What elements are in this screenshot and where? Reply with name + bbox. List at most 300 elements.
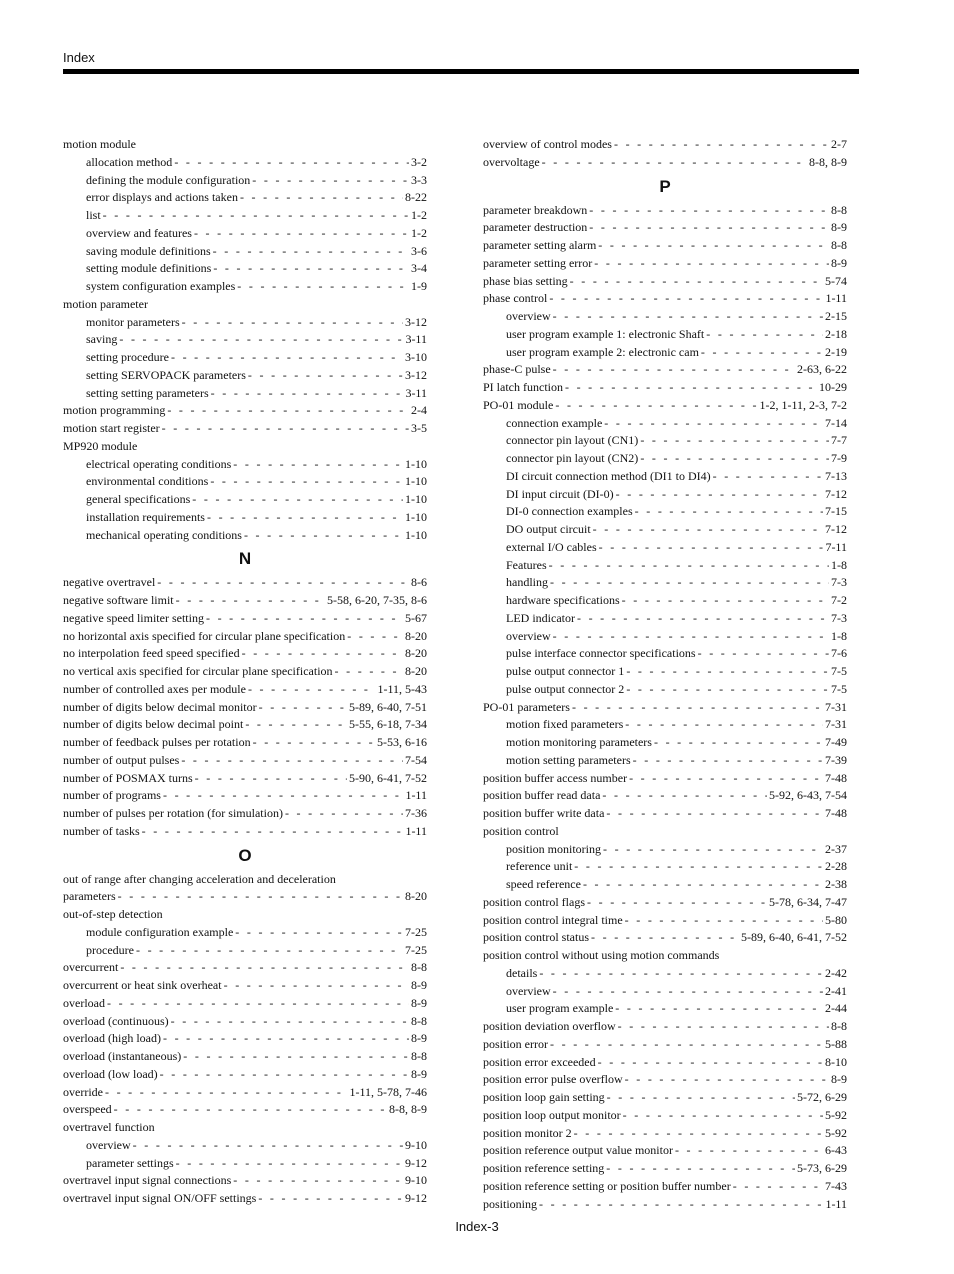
index-entry (483, 1125, 847, 1143)
index-subentry (483, 610, 847, 628)
index-subentry (483, 486, 847, 504)
index-subentry (63, 942, 427, 960)
dot-leader (549, 557, 829, 575)
entry-page-ref: 5-90, 6-41, 7-52 (349, 770, 427, 785)
entry-term: negative overtravel (63, 575, 156, 590)
entry-term: parameter destruction (483, 220, 588, 235)
entry-term: no horizontal axis specified for circular plane specification (63, 628, 346, 643)
entry-page-ref: 7-5 (831, 664, 847, 678)
entry-page-ref: 5-89, 6-40, 7-51 (349, 699, 427, 714)
entry-page-ref: 2-44 (825, 1001, 847, 1016)
index-subentry (483, 663, 847, 681)
dot-leader (253, 734, 375, 752)
entry-term: details (506, 965, 538, 980)
dot-leader (625, 716, 823, 734)
entry-page-ref: 1-9 (411, 279, 427, 293)
entry-term: DO output circuit (506, 522, 591, 536)
entry-term: overtravel input signal ON/OFF settings (63, 1191, 257, 1205)
index-subentry (483, 716, 847, 734)
index-subentry (63, 243, 427, 261)
entry-page-ref: 1-11 (825, 291, 847, 306)
entry-term: defining the module configuration (86, 172, 251, 187)
entry-page-ref: 7-13 (825, 468, 847, 483)
dot-leader (160, 1066, 409, 1084)
entry-term: position monitor 2 (483, 1125, 572, 1140)
dot-leader (252, 172, 409, 190)
index-subentry (483, 858, 847, 876)
entry-page-ref: 9-10 (405, 1137, 427, 1152)
index-entry (63, 420, 427, 438)
entry-term: DI input circuit (DI-0) (506, 486, 614, 501)
entry-term: phase bias setting (483, 273, 568, 288)
entry-term: number of tasks (63, 823, 140, 838)
index-entry (63, 574, 427, 592)
index-entry (483, 1142, 847, 1160)
entry-page-ref: 8-8, 8-9 (389, 1102, 427, 1117)
entry-term: negative software limit (63, 593, 174, 607)
index-subentry (483, 432, 847, 450)
entry-term: overload (high load) (63, 1031, 161, 1046)
entry-page-ref: 8-22 (405, 190, 427, 205)
entry-term: overview (506, 628, 551, 643)
index-entry (483, 290, 847, 308)
index-subentry (483, 592, 847, 610)
index-subentry (483, 734, 847, 752)
entry-term: setting SERVOPACK parameters (86, 367, 246, 382)
entry-page-ref: 7-48 (825, 806, 847, 820)
entry-page-ref: 8-8 (831, 238, 847, 252)
dot-leader (105, 1084, 347, 1102)
index-entry (63, 823, 427, 841)
index-subentry (483, 468, 847, 486)
index-entry (483, 912, 847, 930)
dot-leader (240, 189, 403, 207)
index-subentry (63, 278, 427, 296)
dot-leader (598, 237, 829, 255)
index-entry (483, 1178, 847, 1196)
entry-page-ref: 8-8 (411, 1049, 427, 1063)
entry-term: MP920 module (63, 438, 138, 453)
entry-page-ref: 10-29 (819, 380, 847, 394)
section-letter: O (238, 845, 252, 865)
entry-term: position buffer read data (483, 788, 601, 803)
dot-leader (136, 942, 403, 960)
dot-leader (245, 716, 347, 734)
entry-term: overload (continuous) (63, 1013, 169, 1028)
index-entry (63, 734, 427, 752)
entry-page-ref: 5-80 (825, 912, 847, 927)
index-subentry (63, 456, 427, 474)
entry-page-ref: 2-18 (825, 326, 847, 341)
entry-page-ref: 5-53, 6-16 (377, 735, 427, 749)
entry-term: motion start register (63, 421, 160, 435)
index-entry (483, 1107, 847, 1125)
entry-term: pulse output connector 2 (506, 681, 625, 696)
dot-leader (555, 397, 757, 415)
index-subentry (63, 491, 427, 509)
dot-leader (602, 787, 767, 805)
index-entry (483, 154, 847, 172)
entry-page-ref: 7-2 (831, 593, 847, 607)
entry-page-ref: 8-20 (405, 664, 427, 678)
entry-term: overview of control modes (483, 137, 612, 151)
entry-term: out-of-step detection (63, 907, 163, 921)
entry-term: position reference setting or position buffer number (483, 1178, 731, 1193)
dot-leader (614, 136, 829, 154)
entry-term: PO-01 parameters (483, 699, 570, 714)
dot-leader (623, 1107, 823, 1125)
entry-term: list (86, 208, 101, 222)
header-rule (63, 69, 859, 74)
dot-leader (162, 420, 409, 438)
section-letter: N (238, 549, 252, 569)
index-entry (63, 888, 427, 906)
dot-leader (539, 1196, 823, 1214)
dot-leader (553, 983, 823, 1001)
index-entry (483, 202, 847, 220)
index-entry (483, 255, 847, 273)
dot-leader (182, 314, 403, 332)
entry-term: setting module definitions (86, 261, 212, 276)
dot-leader (550, 1036, 823, 1054)
index-subentry (63, 172, 427, 190)
index-entry (63, 402, 427, 420)
entry-term: user program example 1: electronic Shaft (506, 326, 705, 341)
dot-leader (553, 361, 795, 379)
dot-leader (258, 1190, 403, 1208)
entry-page-ref: 3-12 (405, 367, 427, 382)
entry-term: motion programming (63, 403, 166, 418)
dot-leader (593, 521, 823, 539)
entry-page-ref: 5-55, 6-18, 7-34 (349, 717, 427, 732)
entry-page-ref: 5-78, 6-34, 7-47 (769, 894, 847, 909)
dot-leader (570, 273, 823, 291)
index-entry (63, 699, 427, 717)
entry-page-ref: 8-9 (411, 995, 427, 1010)
dot-leader (591, 929, 739, 947)
dot-leader (549, 290, 823, 308)
entry-page-ref: 7-31 (825, 717, 847, 732)
index-entry (63, 438, 427, 456)
entry-term: setting procedure (86, 350, 169, 364)
index-subentry (63, 1155, 427, 1173)
dot-leader (640, 450, 829, 468)
entry-term: position control status (483, 930, 589, 945)
dot-leader (635, 503, 823, 521)
index-subentry (483, 645, 847, 663)
entry-page-ref: 8-9 (411, 1031, 427, 1046)
index-entry (483, 1018, 847, 1036)
index-subentry (63, 473, 427, 491)
dot-leader (574, 1125, 823, 1143)
entry-term: general specifications (86, 492, 191, 506)
entry-term: position buffer access number (483, 770, 628, 785)
index-entry (63, 1048, 427, 1066)
entry-page-ref: 1-11, 5-43 (377, 681, 427, 696)
index-entry (63, 1030, 427, 1048)
index-subentry (483, 539, 847, 557)
dot-leader (599, 539, 824, 557)
dot-leader (565, 379, 817, 397)
index-subentry (63, 189, 427, 207)
dot-leader (553, 308, 823, 326)
entry-page-ref: 1-8 (831, 628, 847, 643)
dot-leader (347, 628, 403, 646)
entry-term: reference unit (506, 859, 573, 874)
entry-term: DI circuit connection method (DI1 to DI4) (506, 468, 711, 483)
entry-term: number of controlled axes per module (63, 681, 246, 696)
entry-term: position deviation overflow (483, 1019, 616, 1033)
index-subentry (483, 503, 847, 521)
dot-leader (626, 681, 829, 699)
entry-term: installation requirements (86, 509, 205, 524)
entry-page-ref: 1-10 (405, 492, 427, 506)
entry-page-ref: 2-41 (825, 983, 847, 998)
entry-page-ref: 7-6 (831, 646, 847, 661)
entry-page-ref: 3-4 (411, 261, 427, 276)
index-entry (63, 1101, 427, 1119)
section-letter: P (659, 176, 671, 196)
index-entry (63, 716, 427, 734)
entry-page-ref: 1-10 (405, 527, 427, 542)
index-entry (63, 995, 427, 1013)
entry-page-ref: 7-25 (405, 942, 427, 957)
dot-leader (176, 1155, 403, 1173)
dot-leader (603, 841, 823, 859)
entry-page-ref: 7-43 (825, 1178, 847, 1193)
dot-leader (713, 468, 823, 486)
dot-leader (103, 207, 409, 225)
index-subentry (483, 965, 847, 983)
entry-page-ref: 1-11 (405, 788, 427, 803)
dot-leader (604, 415, 823, 433)
dot-leader (622, 592, 829, 610)
entry-page-ref: 2-63, 6-22 (797, 362, 847, 377)
index-entry (483, 1160, 847, 1178)
entry-page-ref: 1-10 (405, 456, 427, 471)
entry-page-ref: 3-3 (411, 172, 427, 187)
entry-page-ref: 5-73, 6-29 (797, 1161, 847, 1175)
index-entry (483, 379, 847, 397)
entry-term: overtravel function (63, 1120, 155, 1134)
entry-term: overload (low load) (63, 1066, 158, 1081)
dot-leader (163, 1030, 409, 1048)
entry-page-ref: 1-10 (405, 474, 427, 489)
entry-term: positioning (483, 1196, 538, 1211)
entry-page-ref: 5-89, 6-40, 6-41, 7-52 (741, 930, 847, 945)
dot-leader (675, 1142, 823, 1160)
dot-leader (242, 645, 403, 663)
index-subentry (63, 314, 427, 332)
index-subentry (483, 326, 847, 344)
dot-leader (574, 858, 823, 876)
entry-term: no interpolation feed speed specified (63, 646, 240, 661)
index-entry (483, 1196, 847, 1214)
entry-page-ref: 8-9 (411, 978, 427, 992)
dot-leader (550, 574, 829, 592)
entry-term: system configuration examples (86, 279, 236, 293)
index-subentry (63, 1137, 427, 1155)
entry-page-ref: 7-5 (831, 681, 847, 696)
entry-page-ref: 8-9 (411, 1066, 427, 1081)
entry-page-ref: 1-11, 5-78, 7-46 (349, 1084, 427, 1099)
entry-term: Features (506, 557, 547, 572)
entry-page-ref: 7-49 (825, 735, 847, 749)
entry-page-ref: 5-72, 6-29 (797, 1090, 847, 1104)
entry-page-ref: 5-74 (825, 273, 847, 288)
index-entry (63, 1172, 427, 1190)
entry-term: parameter setting alarm (483, 238, 597, 252)
index-entry (483, 1071, 847, 1089)
entry-page-ref: 7-54 (405, 752, 427, 767)
entry-term: module configuration example (86, 924, 234, 939)
entry-term: no vertical axis specified for circular plane specification (63, 664, 333, 678)
dot-leader (626, 663, 829, 681)
entry-term: number of POSMAX turns (63, 770, 193, 785)
dot-leader (618, 1018, 829, 1036)
dot-leader (589, 202, 829, 220)
entry-page-ref: 7-7 (831, 433, 847, 448)
entry-page-ref: 3-5 (411, 421, 427, 435)
entry-term: number of output pulses (63, 752, 180, 767)
entry-term: connection example (506, 415, 603, 430)
index-entry (483, 1054, 847, 1072)
index-entry (63, 1066, 427, 1084)
entry-page-ref: 5-92, 6-43, 7-54 (769, 788, 847, 803)
dot-leader (701, 344, 823, 362)
index-subentry (483, 521, 847, 539)
dot-leader (192, 491, 403, 509)
entry-page-ref: 9-10 (405, 1173, 427, 1188)
entry-page-ref: 8-8 (411, 960, 427, 975)
entry-page-ref: 8-9 (831, 255, 847, 270)
entry-term: saving module definitions (86, 243, 211, 258)
entry-page-ref: 8-8, 8-9 (809, 154, 847, 169)
dot-leader (157, 574, 409, 592)
entry-page-ref: 7-11 (825, 539, 847, 554)
index-entry (63, 1084, 427, 1102)
entry-term: monitor parameters (86, 314, 180, 329)
entry-page-ref: 8-8 (411, 1013, 427, 1028)
dot-leader (237, 278, 409, 296)
entry-page-ref: 7-48 (825, 770, 847, 785)
dot-leader (598, 1054, 823, 1072)
dot-leader (615, 1000, 823, 1018)
index-subentry (483, 876, 847, 894)
index-subentry (63, 924, 427, 942)
entry-term: parameter breakdown (483, 202, 588, 217)
entry-page-ref: 2-38 (825, 877, 847, 891)
entry-term: position control without using motion commands (483, 948, 720, 962)
entry-term: overview and features (86, 225, 192, 240)
entry-page-ref: 8-20 (405, 628, 427, 643)
entry-term: position error exceeded (483, 1054, 596, 1069)
dot-leader (335, 663, 403, 681)
dot-leader (539, 965, 823, 983)
dot-leader (625, 912, 823, 930)
entry-term: overview (506, 983, 551, 998)
dot-leader (114, 1101, 387, 1119)
index-subentry (483, 841, 847, 859)
dot-leader (244, 527, 403, 545)
dot-leader (120, 959, 409, 977)
dot-leader (633, 752, 823, 770)
dot-leader (542, 154, 807, 172)
dot-leader (195, 770, 347, 788)
dot-leader (207, 509, 403, 527)
entry-term: pulse output connector 1 (506, 664, 625, 678)
index-entry (63, 663, 427, 681)
entry-term: number of pulses per rotation (for simulation) (63, 806, 283, 820)
index-entry (483, 805, 847, 823)
entry-page-ref: 8-9 (831, 1072, 847, 1087)
dot-leader (233, 456, 403, 474)
index-subentry (63, 349, 427, 367)
entry-term: overvoltage (483, 154, 540, 169)
entry-term: procedure (86, 942, 134, 957)
dot-leader (213, 260, 409, 278)
entry-term: position loop output monitor (483, 1107, 621, 1122)
entry-term: hardware specifications (506, 593, 620, 607)
entry-page-ref: 5-88 (825, 1036, 847, 1051)
index-subentry (63, 154, 427, 172)
entry-page-ref: 7-9 (831, 451, 847, 465)
entry-page-ref: 2-42 (825, 965, 847, 980)
index-entry (63, 787, 427, 805)
entry-page-ref: 7-31 (825, 699, 847, 714)
entry-term: allocation method (86, 154, 173, 169)
entry-term: overview (506, 309, 551, 323)
dot-leader (589, 219, 829, 237)
dot-leader (607, 1089, 795, 1107)
index-subentry (63, 527, 427, 545)
entry-term: number of feedback pulses per rotation (63, 735, 251, 749)
index-subentry (63, 260, 427, 278)
dot-leader (577, 610, 829, 628)
entry-term: user program example (506, 1001, 614, 1016)
entry-term: saving (86, 332, 118, 347)
index-subentry (483, 450, 847, 468)
entry-page-ref: 7-36 (405, 806, 427, 820)
entry-page-ref: 3-10 (405, 350, 427, 364)
dot-leader (587, 894, 767, 912)
entry-page-ref: 7-3 (831, 610, 847, 625)
index-subentry (63, 207, 427, 225)
entry-page-ref: 5-58, 6-20, 7-35, 8-6 (327, 593, 427, 607)
dot-leader (654, 734, 823, 752)
dot-leader (119, 331, 403, 349)
entry-term: parameter setting error (483, 255, 593, 270)
entry-page-ref: 1-2 (411, 208, 427, 222)
index-subentry (63, 331, 427, 349)
entry-term: pulse interface connector specifications (506, 646, 696, 661)
index-column-right (483, 136, 847, 1213)
dot-leader (176, 592, 325, 610)
dot-leader (616, 486, 823, 504)
index-subentry (63, 385, 427, 403)
dot-leader (583, 876, 823, 894)
entry-term: error displays and actions taken (86, 190, 238, 205)
entry-term: override (63, 1084, 103, 1099)
entry-page-ref: 2-15 (825, 309, 847, 323)
entry-page-ref: 5-92 (825, 1125, 847, 1140)
dot-leader (224, 977, 409, 995)
entry-page-ref: 2-19 (825, 344, 847, 359)
index-entry (63, 906, 427, 924)
entry-term: position monitoring (506, 841, 602, 856)
index-subentry (63, 225, 427, 243)
entry-page-ref: 8-6 (411, 575, 427, 590)
